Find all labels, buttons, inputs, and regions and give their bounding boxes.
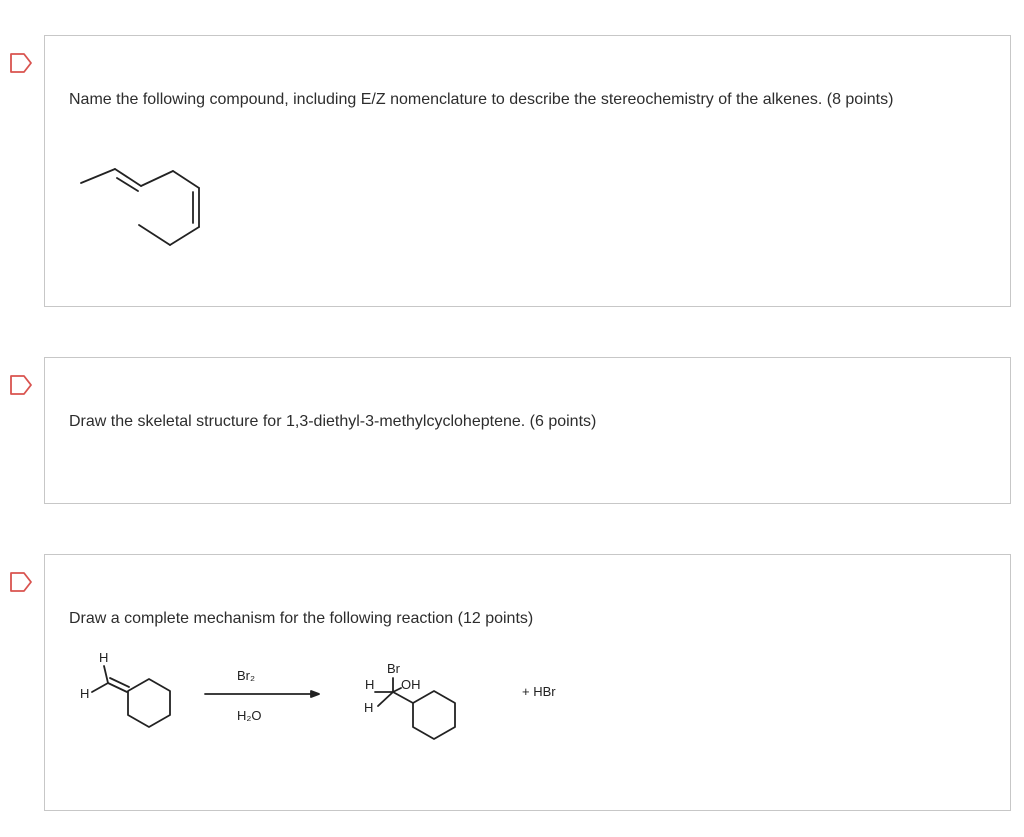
reactant-h-left-label: H (80, 686, 90, 701)
product-h-top-label: H (365, 677, 375, 692)
product-h-bottom-label: H (364, 700, 374, 715)
question-2-text: Draw the skeletal structure for 1,3-diethyl-3-methylcycloheptene. (6 points) (69, 413, 597, 430)
question-3-reaction-scheme (75, 648, 575, 758)
byproduct-label: + HBr (522, 684, 556, 699)
product-structure (364, 661, 455, 739)
reactant-h-top-label: H (99, 650, 109, 665)
product-br-label: Br (387, 661, 400, 676)
product-oh-label: OH (401, 677, 421, 692)
question-1-structure (75, 169, 215, 249)
question-3-box (44, 554, 1011, 811)
reagent-bottom: H₂O (237, 708, 262, 723)
question-2-box (44, 357, 1011, 504)
flag-question-2-icon[interactable] (8, 374, 34, 396)
flag-question-3-icon[interactable] (8, 571, 34, 593)
question-1-text: Name the following compound, including E/Z nomenclature to describe the stereochemistry of the alkenes. (8 points) (69, 91, 894, 108)
reactant-structure (80, 650, 170, 727)
reaction-arrow (205, 668, 319, 723)
question-3-text: Draw a complete mechanism for the following reaction (12 points) (69, 610, 534, 627)
question-1-box (44, 35, 1011, 307)
reagent-top: Br₂ (237, 668, 256, 683)
flag-question-1-icon[interactable] (8, 52, 34, 74)
